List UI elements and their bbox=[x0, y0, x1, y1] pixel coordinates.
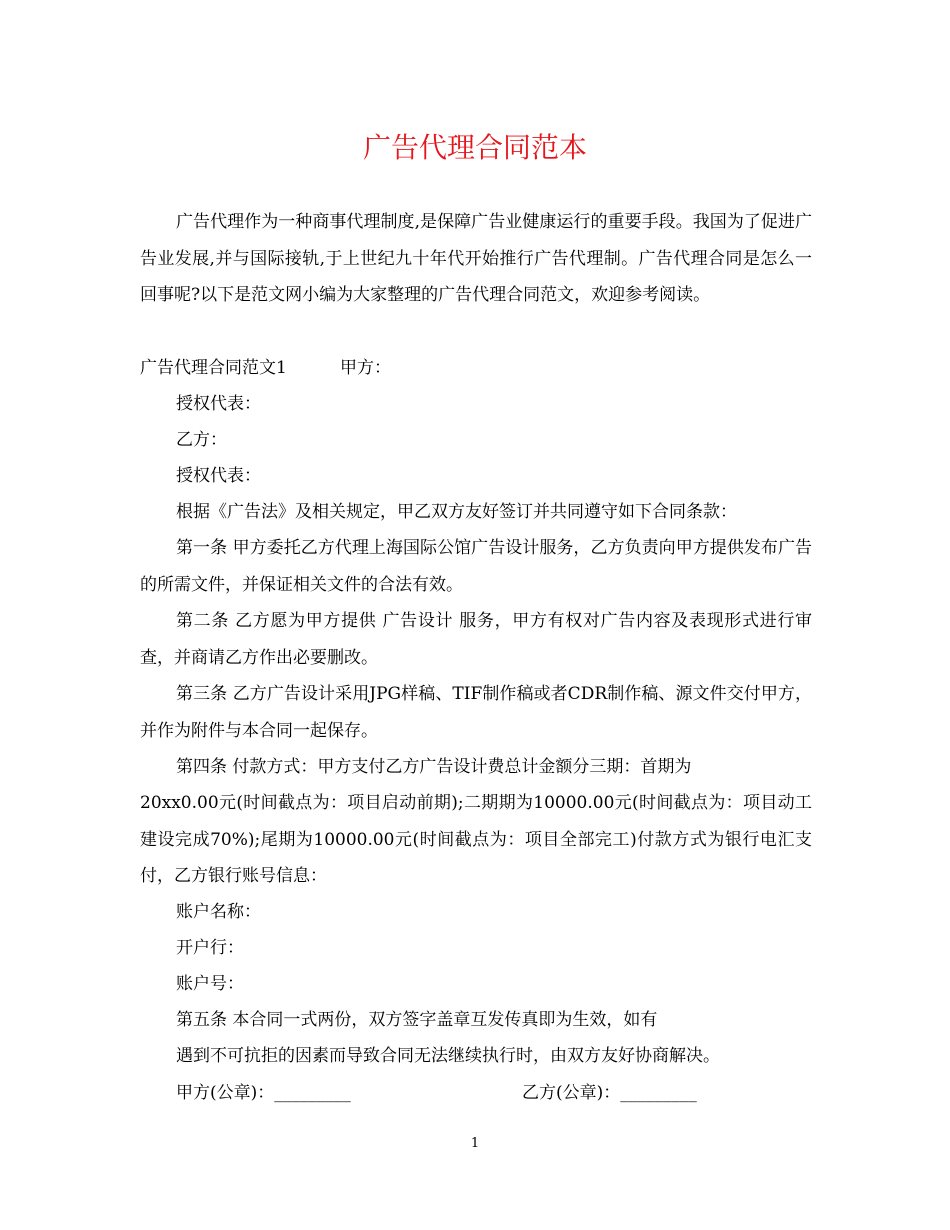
article-5-line-2: 遇到不可抗拒的因素而导致合同无法继续执行时，由双方友好协商解决。 bbox=[176, 1046, 720, 1066]
party-b-label: 乙方： bbox=[176, 430, 227, 450]
article-4-first-line: 第四条 付款方式：甲方支付乙方广告设计费总计金额分三期：首期为 bbox=[176, 757, 692, 777]
sample-heading: 广告代理合同范文1 bbox=[140, 358, 287, 378]
document-title: 广告代理合同范本 bbox=[362, 131, 587, 164]
article-1: 第一条 甲方委托乙方代理上海国际公馆广告设计服务，乙方负责向甲方提供发布广告的所需文件，并保证相关文件的合法有效。 bbox=[140, 538, 812, 595]
party-b-rep-label: 授权代表： bbox=[176, 466, 261, 486]
article-2: 第二条 乙方愿为甲方提供 广告设计 服务，甲方有权对广告内容及表现形式进行审查，并商请乙方作出必要删改。 bbox=[140, 611, 812, 668]
article-3: 第三条 乙方广告设计采用JPG样稿、TIF制作稿或者CDR制作稿、源文件交付甲方，并作为附件与本合同一起保存。 bbox=[140, 684, 812, 741]
party-a-rep-label: 授权代表： bbox=[176, 394, 261, 414]
party-b-signature: 乙方(公章)：_________ bbox=[522, 1083, 697, 1103]
intro-paragraph: 广告代理作为一种商事代理制度,是保障广告业健康运行的重要手段。我国为了促进广告业发展,并与国际接轨,于上世纪九十年代开始推行广告代理制。广告代理合同是怎么一回事呢?以下是范文网小编为大家整理的广告代理合同范文，欢迎参考阅读。 bbox=[140, 212, 812, 305]
article-4-body: 20xx0.00元(时间截点为：项目启动前期);二期期为10000.00元(时间截点为：项目动工建设完成70%);尾期为10000.00元(时间截点为：项目全部完工)付款方式为银行电汇支付，乙方银行账号信息： bbox=[140, 793, 812, 886]
page-number: 1 bbox=[470, 1136, 480, 1151]
basis-clause: 根据《广告法》及相关规定，甲乙双方友好签订并共同遵守如下合同条款： bbox=[176, 502, 737, 522]
account-number-label: 账户号： bbox=[176, 974, 244, 994]
party-a-signature: 甲方(公章)：_________ bbox=[176, 1083, 351, 1103]
article-5-line-1: 第五条 本合同一式两份，双方签字盖章互发传真即为生效，如有 bbox=[176, 1010, 658, 1030]
bank-label: 开户行： bbox=[176, 938, 244, 958]
party-a-label: 甲方： bbox=[340, 358, 391, 378]
account-name-label: 账户名称： bbox=[176, 902, 261, 922]
